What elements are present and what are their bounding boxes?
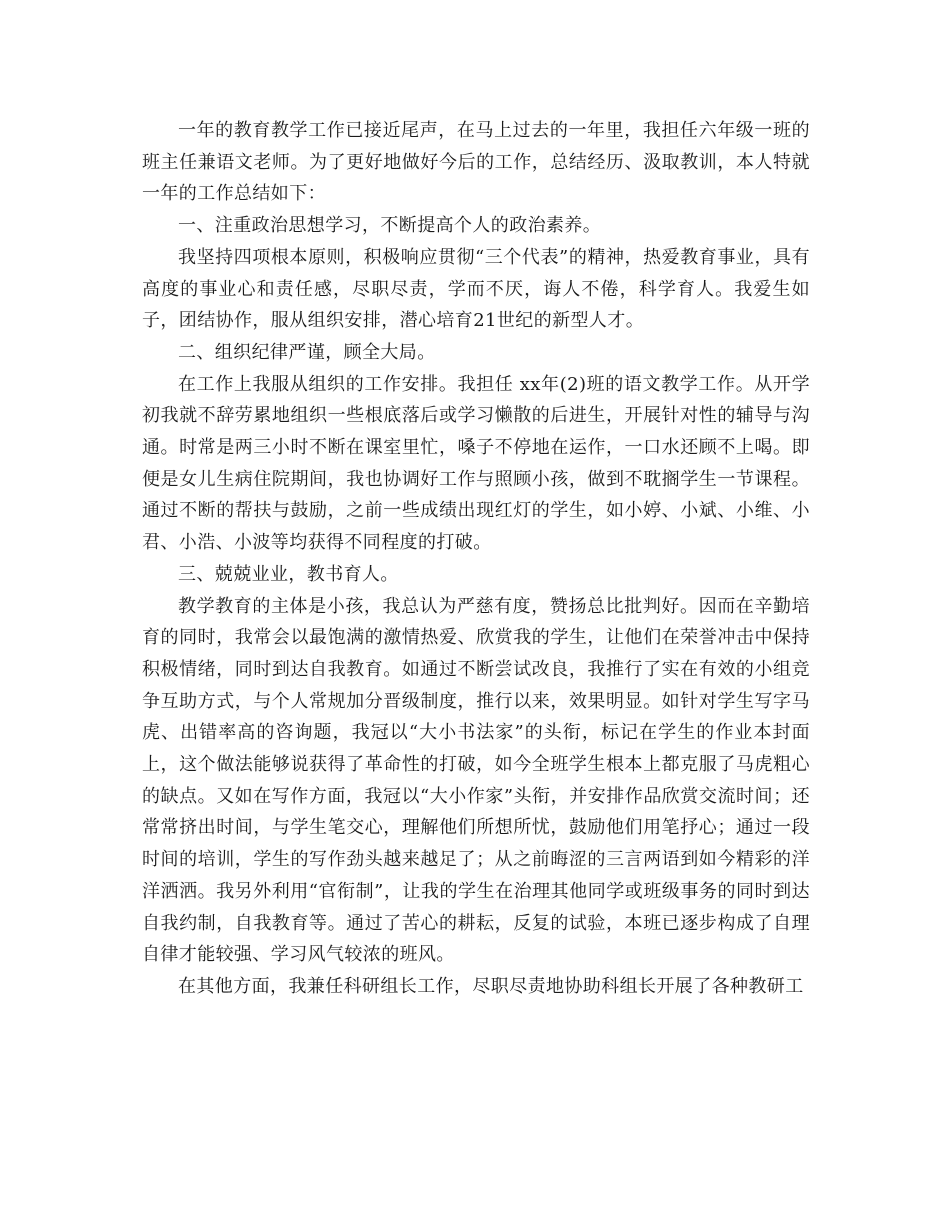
section-heading-3: 三、兢兢业业，教书育人。: [178, 563, 399, 585]
section-paragraph-3: 教学教育的主体是小孩，我总认为严慈有度，赞扬总比批判好。因而在辛勤培育的同时，我常会以最饱满的激情热爱、欣赏我的学生，让他们在荣誉冲击中保持积极情绪，同时到达自我教育。如通过不断尝试改良，我推行了实在有效的小组竞争互助方式，与个人常规加分晋级制度，推行以来，效果明显。如针对学生写字马虎、出错率高的咨询题，我冠以“大小书法家”的头衔，标记在学生的作业本封面上，这个做法能够说获得了革命性的打破，如今全班学生根本上都克服了马虎粗心的缺点。又如在写作方面，我冠以“大小作家”头衔，并安排作品欣赏交流时间；还常常挤出时间，与学生笔交心，理解他们所想所忧，鼓励他们用笔抒心；通过一段时间的培训，学生的写作劲头越来越足了；从之前晦涩的三言两语到如今精彩的洋洋洒洒。我另外利用“官衔制”，让我的学生在治理其他同学或班级事务的同时到达自我约制，自我教育等。通过了苦心的耕耘，反复的试验，本班已逐步构成了自理自律才能较强、学习风气较浓的班风。: [142, 595, 810, 966]
section-paragraph-1: 我坚持四项根本原则，积极响应贯彻“三个代表”的精神，热爱教育事业，具有高度的事业心和责任感，尽职尽责，学而不厌，诲人不倦，科学育人。我爱生如子，团结协作，服从组织安排，潜心培育21世纪的新型人才。: [142, 246, 810, 332]
intro-paragraph: 一年的教育教学工作已接近尾声，在马上过去的一年里，我担任六年级一班的班主任兼语文老师。为了更好地做好今后的工作，总结经历、汲取教训，本人特就一年的工作总结如下：: [142, 120, 810, 205]
section-heading-2: 二、组织纪律严谨，顾全大局。: [178, 341, 436, 363]
other-aspects-paragraph: 在其他方面，我兼任科研组长工作，尽职尽责地协助科组长开展了各种教研工: [178, 975, 804, 997]
document-body: [142, 115, 810, 1003]
section-paragraph-2: 在工作上我服从组织的工作安排。我担任 xx年(2)班的语文教学工作。从开学初我就不辞劳累地组织一些根底落后或学习懒散的后进生，开展针对性的辅导与沟通。时常是两三小时不断在课室里忙，嗓子不停地在运作，一口水还顾不上喝。即便是女儿生病住院期间，我也协调好工作与照顾小孩，做到不耽搁学生一节课程。通过不断的帮扶与鼓励，之前一些成绩出现红灯的学生，如小婷、小斌、小维、小君、小浩、小波等均获得不同程度的打破。: [142, 373, 810, 554]
section-heading-1: 一、注重政治思想学习，不断提高个人的政治素养。: [178, 215, 602, 237]
